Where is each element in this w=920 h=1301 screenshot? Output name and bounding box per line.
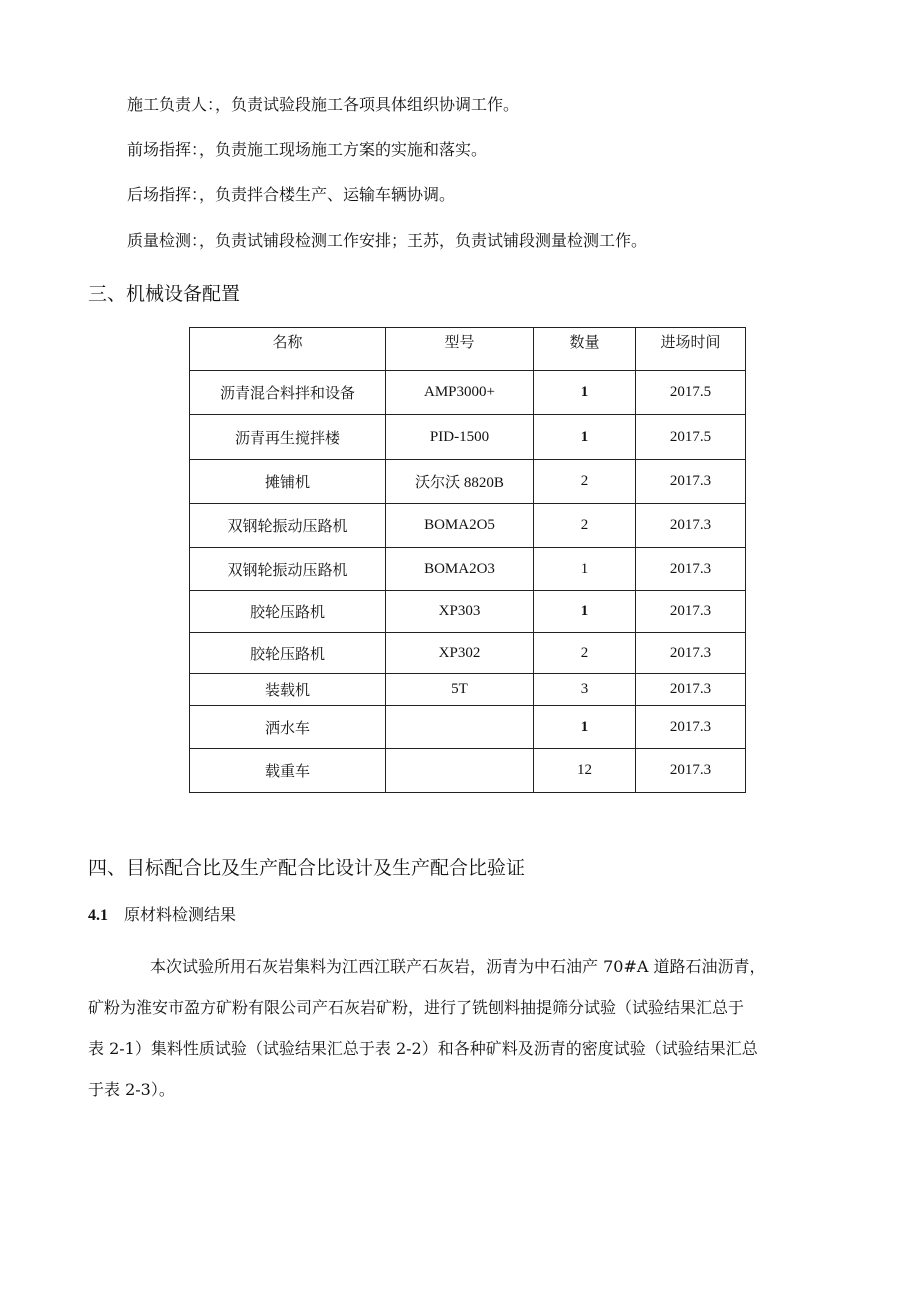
- cell-name: 沥青再生搅拌楼: [190, 415, 386, 460]
- section-3-heading: 三、机械设备配置: [88, 283, 241, 305]
- cell-date: 2017.3: [636, 504, 746, 548]
- table-row: [190, 548, 746, 591]
- table-row: [190, 460, 746, 504]
- cell-date: 2017.5: [636, 371, 746, 415]
- role-line-quality-inspection: 质量检测：，负责试铺段检测工作安排；王苏，负责试铺段测量检测工作。: [127, 231, 648, 250]
- cell-date: 2017.3: [636, 633, 746, 674]
- table-row: [190, 749, 746, 793]
- table-row: [190, 706, 746, 749]
- paragraph-line: 本次试验所用石灰岩集料为江西江联产石灰岩，沥青为中石油产 70#A 道路石油沥青，: [150, 957, 766, 976]
- cell-model: BOMA2O3: [386, 548, 534, 591]
- cell-quantity: 1: [534, 415, 636, 460]
- cell-quantity: 3: [534, 674, 636, 706]
- cell-quantity: 1: [534, 548, 636, 591]
- cell-date: 2017.3: [636, 674, 746, 706]
- role-line-front-commander: 前场指挥：，负责施工现场施工方案的实施和落实。: [127, 140, 488, 159]
- cell-name: 双钢轮振动压路机: [190, 548, 386, 591]
- cell-name: 胶轮压路机: [190, 633, 386, 674]
- cell-name: 沥青混合料拌和设备: [190, 371, 386, 415]
- cell-name: 装载机: [190, 674, 386, 706]
- subsection-number: 4.1: [88, 907, 108, 924]
- cell-quantity: 2: [534, 460, 636, 504]
- cell-date: 2017.3: [636, 548, 746, 591]
- role-line-back-commander: 后场指挥：，负责拌合楼生产、运输车辆协调。: [127, 185, 456, 204]
- cell-name: 双钢轮振动压路机: [190, 504, 386, 548]
- cell-model: 5T: [386, 674, 534, 706]
- cell-model: AMP3000+: [386, 371, 534, 415]
- subsection-4-1-heading: [88, 904, 236, 927]
- header-quantity: 数量: [534, 328, 636, 371]
- paragraph-line: 矿粉为淮安市盈方矿粉有限公司产石灰岩矿粉，进行了铣刨料抽提筛分试验（试验结果汇总于: [88, 998, 745, 1017]
- cell-model: BOMA2O5: [386, 504, 534, 548]
- cell-model: XP303: [386, 591, 534, 633]
- paragraph-line: 表 2-1）集料性质试验（试验结果汇总于表 2-2）和各种矿料及沥青的密度试验（试验结果汇总: [88, 1039, 758, 1058]
- cell-model: 沃尔沃 8820B: [386, 460, 534, 504]
- cell-model: [386, 749, 534, 793]
- cell-model: XP302: [386, 633, 534, 674]
- section-4-heading: 四、目标配合比及生产配合比设计及生产配合比验证: [88, 857, 526, 879]
- cell-name: 摊铺机: [190, 460, 386, 504]
- header-name: 名称: [190, 328, 386, 371]
- table-row: [190, 674, 746, 706]
- header-model: 型号: [386, 328, 534, 371]
- cell-model: [386, 706, 534, 749]
- cell-date: 2017.3: [636, 460, 746, 504]
- cell-date: 2017.3: [636, 749, 746, 793]
- cell-quantity: 12: [534, 749, 636, 793]
- table-header-row: [190, 328, 746, 371]
- cell-model: PID-1500: [386, 415, 534, 460]
- paragraph-line: 于表 2-3）。: [88, 1080, 175, 1099]
- cell-date: 2017.3: [636, 591, 746, 633]
- table-row: [190, 504, 746, 548]
- cell-quantity: 2: [534, 504, 636, 548]
- cell-name: 胶轮压路机: [190, 591, 386, 633]
- table-row: [190, 371, 746, 415]
- cell-quantity: 1: [534, 706, 636, 749]
- equipment-table: [189, 327, 746, 793]
- table-row: [190, 633, 746, 674]
- cell-quantity: 2: [534, 633, 636, 674]
- cell-quantity: 1: [534, 591, 636, 633]
- table-row: [190, 415, 746, 460]
- cell-date: 2017.3: [636, 706, 746, 749]
- subsection-title: 原材料检测结果: [124, 905, 237, 924]
- cell-name: 载重车: [190, 749, 386, 793]
- table-row: [190, 591, 746, 633]
- cell-quantity: 1: [534, 371, 636, 415]
- header-entry-time: 进场时间: [636, 328, 746, 371]
- cell-date: 2017.5: [636, 415, 746, 460]
- role-line-construction-lead: 施工负责人：，负责试验段施工各项具体组织协调工作。: [127, 95, 520, 114]
- cell-name: 洒水车: [190, 706, 386, 749]
